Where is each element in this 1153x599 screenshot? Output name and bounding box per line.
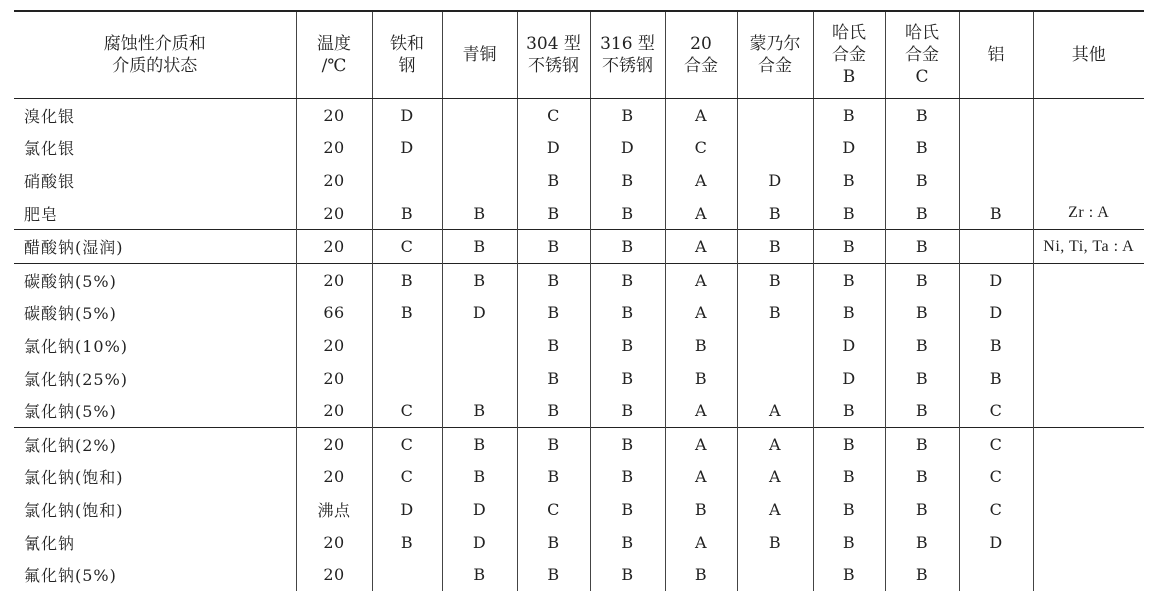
cell-alloy20: A — [665, 526, 737, 559]
cell-hastelloy-b: D — [813, 362, 885, 395]
header-monel — [737, 11, 813, 99]
cell-ss316: B — [590, 263, 665, 296]
cell-other — [1033, 297, 1144, 330]
cell-bronze: B — [442, 394, 517, 427]
cell-aluminum: D — [959, 526, 1033, 559]
table-row — [14, 394, 1144, 427]
cell-aluminum: B — [959, 197, 1033, 230]
cell-monel: B — [737, 526, 813, 559]
cell-hastelloy-c: B — [885, 164, 959, 197]
cell-hastelloy-c: B — [885, 362, 959, 395]
table-row — [14, 362, 1144, 395]
cell-other — [1033, 362, 1144, 395]
corrosion-table-container — [14, 10, 1144, 591]
cell-iron-steel: B — [372, 526, 442, 559]
cell-bronze: D — [442, 493, 517, 526]
cell-monel — [737, 329, 813, 362]
corrosion-resistance-table — [14, 10, 1144, 591]
header-line: 合金 — [758, 56, 792, 76]
header-ss304 — [517, 11, 590, 99]
cell-hastelloy-c: B — [885, 493, 959, 526]
header-other — [1033, 11, 1144, 99]
cell-aluminum: C — [959, 394, 1033, 427]
cell-temperature: 20 — [296, 461, 372, 494]
cell-iron-steel: B — [372, 297, 442, 330]
header-row — [14, 11, 1144, 99]
cell-ss316: B — [590, 558, 665, 591]
cell-medium: 肥皂 — [24, 204, 59, 224]
cell-monel: D — [737, 164, 813, 197]
cell-bronze: D — [442, 297, 517, 330]
header-line: 介质的状态 — [112, 56, 198, 76]
cell-temperature: 沸点 — [296, 493, 372, 526]
cell-aluminum: C — [959, 461, 1033, 494]
cell-medium: 硝酸银 — [24, 171, 76, 191]
header-iron-steel — [372, 11, 442, 99]
cell-hastelloy-c: B — [885, 132, 959, 165]
header-aluminum — [959, 11, 1033, 99]
cell-bronze: B — [442, 197, 517, 230]
header-line: 316 型 — [600, 34, 655, 54]
cell-hastelloy-c: B — [885, 461, 959, 494]
header-line: 钢 — [398, 56, 416, 76]
header-alloy20 — [665, 11, 737, 99]
cell-ss304: D — [517, 132, 590, 165]
cell-iron-steel — [372, 362, 442, 395]
cell-monel: A — [737, 461, 813, 494]
cell-ss316: B — [590, 493, 665, 526]
cell-temperature: 20 — [296, 558, 372, 591]
cell-bronze: B — [442, 461, 517, 494]
cell-hastelloy-b: B — [813, 197, 885, 230]
cell-temperature: 20 — [296, 362, 372, 395]
cell-medium: 氰化钠 — [24, 533, 76, 553]
header-line: 合金 — [905, 45, 939, 65]
cell-bronze — [442, 362, 517, 395]
cell-medium: 氯化钠(2%) — [14, 427, 296, 460]
cell-iron-steel: B — [372, 197, 442, 230]
cell-ss316: B — [590, 230, 665, 264]
header-line: 其他 — [1071, 45, 1106, 65]
table-row — [14, 263, 1144, 296]
cell-aluminum — [959, 132, 1033, 165]
header-line: 哈氏 — [832, 23, 866, 43]
cell-bronze: B — [442, 263, 517, 296]
cell-other — [1033, 329, 1144, 362]
cell-medium: 氯化钠(饱和) — [24, 500, 124, 520]
header-line: C — [915, 67, 929, 87]
cell-ss316: B — [590, 427, 665, 460]
cell-hastelloy-c: B — [885, 230, 959, 264]
cell-alloy20: A — [665, 297, 737, 330]
table-row — [14, 329, 1144, 362]
cell-medium: 溴化银 — [24, 106, 76, 126]
cell-hastelloy-c: B — [885, 297, 959, 330]
cell-ss316: B — [590, 164, 665, 197]
cell-hastelloy-b: B — [813, 164, 885, 197]
cell-temperature: 20 — [296, 230, 372, 264]
table-row — [14, 297, 1144, 330]
cell-hastelloy-b: B — [813, 526, 885, 559]
cell-alloy20: A — [665, 461, 737, 494]
header-hastelloy-b — [813, 11, 885, 99]
cell-hastelloy-c: B — [885, 558, 959, 591]
cell-ss304: B — [517, 164, 590, 197]
cell-iron-steel: C — [372, 461, 442, 494]
header-line: /℃ — [321, 56, 347, 76]
cell-hastelloy-b: B — [813, 263, 885, 296]
cell-alloy20: A — [665, 427, 737, 460]
cell-ss316: B — [590, 99, 665, 132]
cell-ss316: B — [590, 394, 665, 427]
cell-other — [1033, 427, 1144, 460]
cell-aluminum: B — [959, 329, 1033, 362]
cell-aluminum — [959, 558, 1033, 591]
header-line: 铝 — [987, 45, 1005, 65]
cell-medium: 氯化钠(10%) — [24, 336, 129, 356]
cell-hastelloy-c: B — [885, 329, 959, 362]
cell-monel — [737, 99, 813, 132]
cell-ss304: C — [517, 99, 590, 132]
table-row — [14, 526, 1144, 559]
cell-hastelloy-b: B — [813, 230, 885, 264]
cell-alloy20: A — [665, 99, 737, 132]
cell-ss316: D — [590, 132, 665, 165]
cell-temperature: 20 — [296, 329, 372, 362]
cell-other — [1033, 263, 1144, 296]
cell-temperature: 20 — [296, 394, 372, 427]
cell-iron-steel — [372, 558, 442, 591]
cell-monel: A — [737, 493, 813, 526]
cell-aluminum — [959, 230, 1033, 264]
cell-alloy20: A — [665, 394, 737, 427]
table-body — [14, 99, 1144, 591]
cell-ss304: B — [517, 263, 590, 296]
cell-other: Ni, Ti, Ta : A — [1033, 230, 1144, 264]
cell-alloy20: A — [665, 164, 737, 197]
cell-ss304: B — [517, 329, 590, 362]
cell-bronze: B — [442, 558, 517, 591]
cell-temperature: 20 — [296, 132, 372, 165]
cell-hastelloy-b: B — [813, 297, 885, 330]
cell-monel: A — [737, 427, 813, 460]
cell-iron-steel: D — [372, 493, 442, 526]
cell-monel — [737, 362, 813, 395]
cell-medium: 氯化钠(5%) — [24, 402, 117, 422]
cell-medium: 氯化钠(25%) — [24, 369, 129, 389]
header-bronze — [442, 11, 517, 99]
table-row — [14, 230, 1144, 264]
cell-ss304: B — [517, 461, 590, 494]
cell-alloy20: B — [665, 329, 737, 362]
cell-monel — [737, 558, 813, 591]
cell-alloy20: A — [665, 197, 737, 230]
cell-bronze — [442, 99, 517, 132]
cell-iron-steel: C — [372, 427, 442, 460]
cell-ss304: C — [517, 493, 590, 526]
cell-temperature: 20 — [296, 427, 372, 460]
cell-hastelloy-c: B — [885, 197, 959, 230]
cell-alloy20: A — [665, 230, 737, 264]
cell-aluminum — [959, 99, 1033, 132]
cell-monel — [737, 132, 813, 165]
cell-alloy20: B — [665, 362, 737, 395]
header-medium — [14, 11, 296, 99]
cell-ss316: B — [590, 526, 665, 559]
cell-other — [1033, 394, 1144, 427]
cell-bronze — [442, 132, 517, 165]
cell-monel: B — [737, 263, 813, 296]
cell-aluminum: C — [959, 493, 1033, 526]
cell-ss304: B — [517, 526, 590, 559]
cell-temperature: 20 — [296, 164, 372, 197]
cell-iron-steel: D — [372, 99, 442, 132]
cell-hastelloy-c: B — [885, 99, 959, 132]
cell-medium: 醋酸钠(湿润) — [14, 230, 296, 264]
cell-ss316: B — [590, 362, 665, 395]
cell-alloy20: C — [665, 132, 737, 165]
cell-iron-steel: C — [372, 230, 442, 264]
cell-hastelloy-b: B — [813, 558, 885, 591]
header-temperature — [296, 11, 372, 99]
cell-ss316: B — [590, 329, 665, 362]
cell-monel: A — [737, 394, 813, 427]
cell-aluminum: D — [959, 263, 1033, 296]
cell-ss316: B — [590, 297, 665, 330]
cell-hastelloy-c: B — [885, 526, 959, 559]
cell-monel: B — [737, 297, 813, 330]
header-line: 304 型 — [526, 34, 581, 54]
cell-ss304: B — [517, 362, 590, 395]
cell-hastelloy-c: B — [885, 427, 959, 460]
table-row — [14, 99, 1144, 132]
cell-other: Zr : A — [1033, 197, 1144, 230]
cell-bronze — [442, 164, 517, 197]
cell-alloy20: B — [665, 493, 737, 526]
table-row — [14, 461, 1144, 494]
cell-temperature: 20 — [296, 99, 372, 132]
table-row — [14, 427, 1144, 460]
cell-ss304: B — [517, 297, 590, 330]
cell-bronze: B — [442, 230, 517, 264]
cell-hastelloy-b: D — [813, 132, 885, 165]
header-line: 温度 — [317, 34, 351, 54]
cell-ss304: B — [517, 230, 590, 264]
cell-ss304: B — [517, 394, 590, 427]
cell-iron-steel: D — [372, 132, 442, 165]
cell-hastelloy-b: B — [813, 99, 885, 132]
header-line: 青铜 — [462, 45, 497, 65]
header-line: 蒙乃尔 — [749, 34, 801, 54]
cell-medium: 氯化钠(饱和) — [24, 468, 124, 488]
cell-other — [1033, 99, 1144, 132]
cell-alloy20: B — [665, 558, 737, 591]
cell-bronze — [442, 329, 517, 362]
cell-hastelloy-b: B — [813, 427, 885, 460]
table-row — [14, 197, 1144, 230]
header-hastelloy-c — [885, 11, 959, 99]
header-line: B — [842, 67, 856, 87]
cell-ss304: B — [517, 197, 590, 230]
cell-aluminum: C — [959, 427, 1033, 460]
cell-other — [1033, 461, 1144, 494]
table-row — [14, 164, 1144, 197]
header-line: 不锈钢 — [528, 56, 579, 76]
cell-ss304: B — [517, 427, 590, 460]
cell-iron-steel — [372, 329, 442, 362]
table-row — [14, 493, 1144, 526]
cell-ss316: B — [590, 461, 665, 494]
cell-aluminum: D — [959, 297, 1033, 330]
cell-alloy20: A — [665, 263, 737, 296]
cell-temperature: 20 — [296, 197, 372, 230]
cell-medium: 碳酸钠(5%) — [24, 304, 117, 324]
header-line: 合金 — [684, 56, 718, 76]
cell-other — [1033, 526, 1144, 559]
cell-iron-steel — [372, 164, 442, 197]
cell-hastelloy-b: D — [813, 329, 885, 362]
header-line: 腐蚀性介质和 — [103, 34, 206, 54]
cell-aluminum: B — [959, 362, 1033, 395]
header-line: 哈氏 — [905, 23, 939, 43]
table-row — [14, 132, 1144, 165]
cell-other — [1033, 132, 1144, 165]
cell-bronze: B — [442, 427, 517, 460]
cell-medium: 氯化银 — [24, 139, 76, 159]
cell-bronze: D — [442, 526, 517, 559]
header-ss316 — [590, 11, 665, 99]
cell-hastelloy-b: B — [813, 461, 885, 494]
cell-aluminum — [959, 164, 1033, 197]
cell-monel: B — [737, 197, 813, 230]
cell-temperature: 20 — [296, 526, 372, 559]
header-line: 20 — [690, 34, 712, 54]
cell-temperature: 20 — [296, 263, 372, 296]
cell-iron-steel: B — [372, 263, 442, 296]
cell-monel: B — [737, 230, 813, 264]
header-line: 铁和 — [390, 34, 424, 54]
cell-hastelloy-c: B — [885, 394, 959, 427]
header-line: 合金 — [832, 45, 866, 65]
cell-medium: 碳酸钠(5%) — [14, 263, 296, 296]
cell-other — [1033, 493, 1144, 526]
table-row — [14, 558, 1144, 591]
cell-medium: 氟化钠(5%) — [24, 566, 117, 586]
cell-hastelloy-c: B — [885, 263, 959, 296]
cell-other — [1033, 558, 1144, 591]
cell-iron-steel: C — [372, 394, 442, 427]
cell-ss304: B — [517, 558, 590, 591]
cell-ss316: B — [590, 197, 665, 230]
cell-hastelloy-b: B — [813, 493, 885, 526]
cell-temperature: 66 — [296, 297, 372, 330]
header-line: 不锈钢 — [602, 56, 653, 76]
cell-other — [1033, 164, 1144, 197]
cell-hastelloy-b: B — [813, 394, 885, 427]
